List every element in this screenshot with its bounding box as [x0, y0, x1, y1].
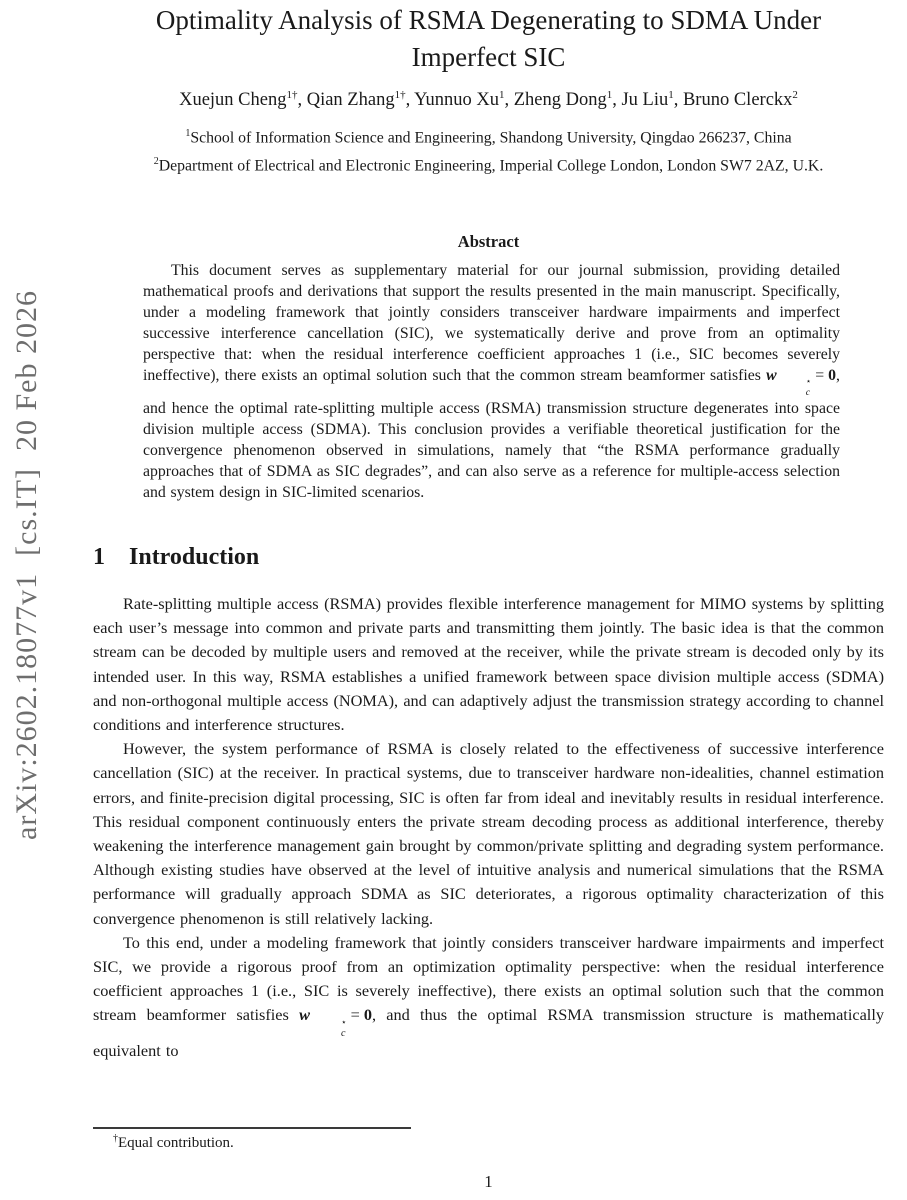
author-4-name: Zheng Dong [513, 90, 607, 111]
author-5-name: Ju Liu [621, 90, 669, 111]
paper-title-line1: Optimality Analysis of RSMA Degenerating to SDMA Under [155, 5, 822, 35]
author-4 [514, 90, 622, 110]
math-formula-wc-star [766, 367, 837, 398]
math-equals: = [350, 1005, 360, 1025]
math-equals: = [815, 367, 825, 384]
affiliation-1-text: School of Information Science and Engineering, Shandong University, Qingdao 266237, China [190, 129, 792, 147]
math-formula-wc-star-2 [299, 1005, 372, 1039]
math-var: w [299, 1005, 310, 1025]
author-3-affiliation-mark: 1 [498, 89, 505, 101]
author-5-affiliation-mark: 1 [668, 89, 674, 101]
author-4-separator: , [612, 90, 622, 111]
math-zero: 0 [828, 367, 837, 384]
intro-paragraph-3-post: , and thus the optimal RSMA transmission structure is mathematically equivalent to [93, 1005, 884, 1061]
author-1-name: Xuejun Cheng [179, 90, 287, 111]
author-1-separator: , [297, 90, 307, 111]
footnote [93, 1133, 613, 1152]
arxiv-stamp: arXiv:2602.18077v1 [cs.IT] 20 Feb 2026 [10, 290, 43, 840]
intro-paragraph-3 [93, 931, 884, 1064]
math-star-sup: ⋆ [340, 1018, 347, 1028]
math-supsub [778, 378, 812, 398]
author-4-affiliation-mark: 1 [606, 89, 613, 101]
author-2-affiliation-mark: 1† [394, 89, 406, 101]
author-5-separator: , [673, 90, 683, 111]
paper-title [93, 2, 884, 76]
abstract-text-post: , and hence the optimal rate-splitting multiple access (RSMA) transmission structure degenerates into space division multiple access (SDMA). This conclusion provides a verifiable theoretical justification for the convergence phenomenon observed in simulations, namely that “the RSMA performance gradually approaches that of SDMA as SIC degrades”, and can also serve as a reference for multiple-access selection and system design in SIC-limited scenarios. [143, 367, 840, 501]
author-1 [179, 90, 307, 110]
abstract-text-pre: This document serves as supplementary material for our journal submission, providing detailed mathematical proofs and derivations that support the results presented in the main manuscript. Specifically, under a modeling framework that jointly considers transceiver hardware impairments and imperfect successive interference cancellation (SIC), we systematically derive and prove from an optimality perspective that: when the residual interference coefficient approaches 1 (i.e., SIC becomes severely ineffective), there exists an optimal solution such that the common stream beamformer satisfies [143, 262, 840, 384]
author-2-separator: , [405, 90, 415, 111]
intro-paragraph-1: Rate-splitting multiple access (RSMA) provides flexible interference management for MIMO systems by splitting each user’s message into common and private parts and transmitting them jointly. The basic idea is that the common stream can be decoded by multiple users and removed at the receiver, while the private stream is decoded only by its intended user. In this way, RSMA establishes a unified framework between space division multiple access (SDMA) and non-orthogonal multiple access (NOMA), and can adaptively adjust the transmission strategy according to channel conditions and interference structures. [93, 594, 884, 735]
author-2 [307, 90, 414, 110]
math-zero: 0 [363, 1005, 372, 1025]
footnote-dagger-mark: † [113, 1133, 118, 1144]
section-heading-introduction [93, 544, 884, 571]
affiliation-1 [93, 122, 884, 150]
math-var: w [766, 367, 777, 384]
intro-paragraph-3-pre: To this end, under a modeling framework that jointly considers transceiver hardware impairments and imperfect SIC, we provide a rigorous proof from an optimization optimality perspective: when the residual interference coefficient approaches 1 (i.e., SIC is severely ineffective), there exists an optimal solution such that the common stream beamformer satisfies [93, 932, 884, 1025]
affiliation-2-mark: 2 [153, 156, 159, 168]
abstract-text [143, 260, 840, 503]
math-c-sub: c [805, 386, 811, 398]
footnote-text: Equal contribution. [118, 1135, 234, 1151]
affiliation-2 [93, 150, 884, 178]
author-1-affiliation-mark: 1† [286, 89, 298, 101]
author-3-separator: , [504, 90, 514, 111]
math-star-sup: ⋆ [805, 377, 812, 388]
intro-paragraph-2: However, the system performance of RSMA is closely related to the effectiveness of successive interference cancellation (SIC) at the receiver. In practical systems, due to transceiver hardware non-idealities, channel estimation errors, and finite-precision digital processing, SIC is often far from ideal and inevitably results in residual interference. This residual component continuously enters the private stream decoding process as additional interference, thereby weakening the interference management gain brought by common/private splitting and degrading system performance. Although existing studies have observed at the level of intuitive analysis and numerical simulations that the RSMA performance will gradually approach SDMA as SIC deteriorates, a rigorous optimality characterization of this convergence phenomenon is still relatively lacking. [93, 739, 884, 928]
section-title: Introduction [129, 544, 260, 570]
footnote-rule [93, 1127, 411, 1129]
author-2-name: Qian Zhang [306, 90, 395, 111]
introduction-body [93, 592, 884, 1063]
affiliation-list [93, 122, 884, 179]
abstract-heading: Abstract [457, 232, 520, 251]
author-list [93, 89, 884, 111]
author-6-affiliation-mark: 2 [792, 89, 798, 101]
affiliation-2-text: Department of Electrical and Electronic Engineering, Imperial College London, London SW7 2AZ, U.K. [158, 157, 824, 175]
author-5 [621, 90, 683, 110]
author-6-name: Bruno Clerckx [682, 90, 793, 111]
page-number: 1 [484, 1172, 493, 1191]
paper-title-line2: Imperfect SIC [411, 42, 566, 72]
author-3 [414, 90, 514, 110]
section-number: 1 [93, 544, 105, 570]
math-c-sub: c [340, 1027, 346, 1039]
author-3-name: Yunnuo Xu [414, 90, 499, 111]
author-6 [683, 90, 798, 110]
affiliation-1-mark: 1 [185, 128, 191, 139]
math-supsub [311, 1019, 347, 1039]
